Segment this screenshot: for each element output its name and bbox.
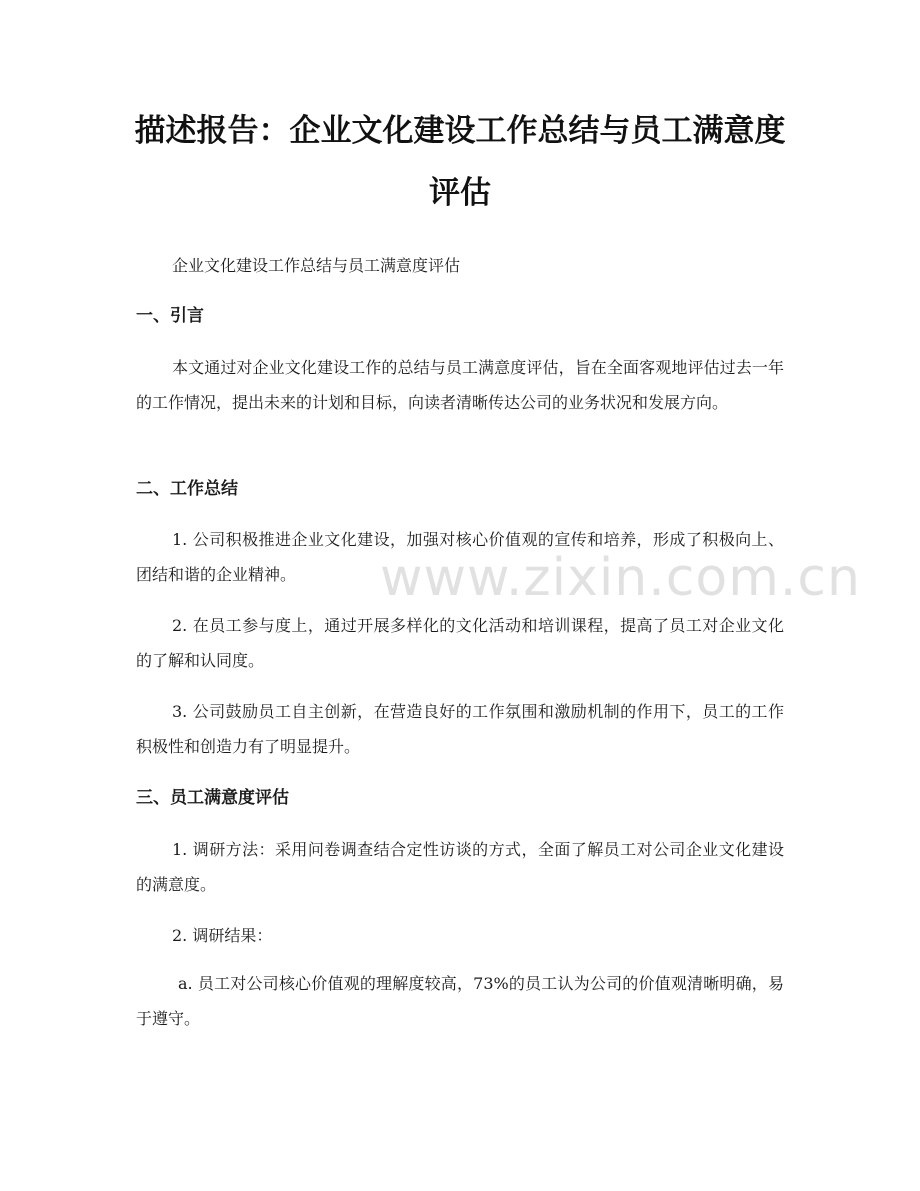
work-summary-item-2: 2. 在员工参与度上，通过开展多样化的文化活动和培训课程，提高了员工对企业文化的了解和认同度。 (136, 616, 784, 670)
work-summary-item-3: 3. 公司鼓励员工自主创新，在营造良好的工作氛围和激励机制的作用下，员工的工作积极性和创造力有了明显提升。 (136, 702, 784, 756)
section-heading-intro: 一、引言 (136, 306, 204, 326)
watermark: www.zixin.com.cn (380, 548, 861, 608)
satisfaction-method: 1. 调研方法：采用问卷调查结合定性访谈的方式，全面了解员工对公司企业文化建设的满意度。 (136, 840, 784, 894)
document-title: 描述报告：企业文化建设工作总结与员工满意度评估 (134, 113, 786, 211)
section-heading-work-summary: 二、工作总结 (136, 479, 238, 499)
satisfaction-result-a: a. 员工对公司核心价值观的理解度较高，73%的员工认为公司的价值观清晰明确，易于遵守。 (136, 974, 784, 1028)
document-subtitle: 企业文化建设工作总结与员工满意度评估 (172, 256, 461, 275)
work-summary-item-1: 1. 公司积极推进企业文化建设，加强对核心价值观的宣传和培养，形成了积极向上、团结和谐的企业精神。 (136, 530, 784, 584)
satisfaction-results-label: 2. 调研结果： (172, 926, 273, 945)
section-heading-satisfaction: 三、员工满意度评估 (136, 788, 289, 808)
intro-paragraph: 本文通过对企业文化建设工作的总结与员工满意度评估，旨在全面客观地评估过去一年的工作情况，提出未来的计划和目标，向读者清晰传达公司的业务状况和发展方向。 (136, 358, 784, 412)
